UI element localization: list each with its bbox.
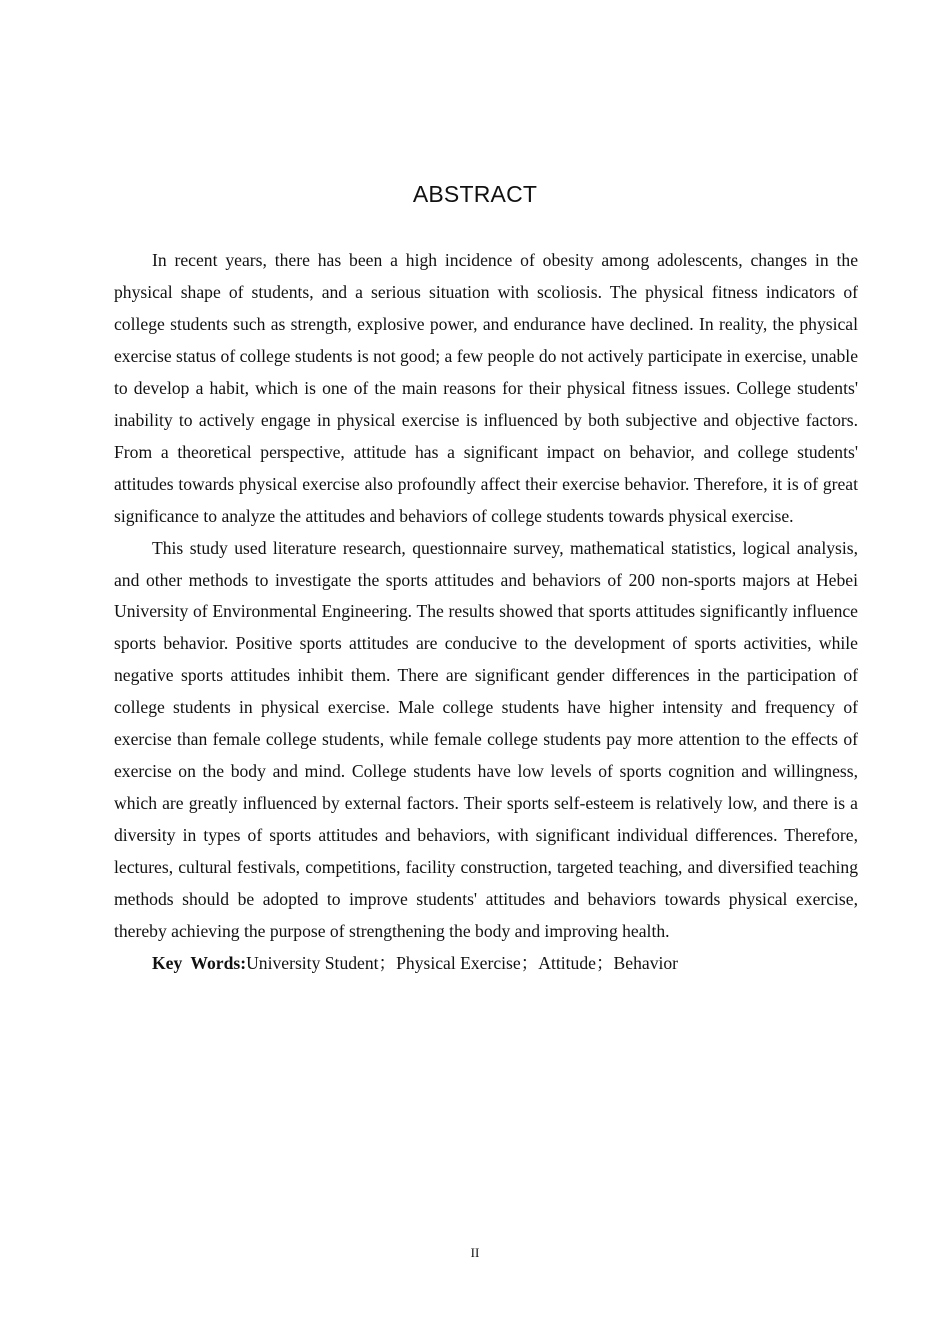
- abstract-body: [114, 245, 858, 980]
- abstract-paragraph-2: This study used literature research, questionnaire survey, mathematical statistics, logical analysis, and other methods to investigate the sports attitudes and behaviors of 200 non-sports majors at Hebei University of Environmental Engineering. The results showed that sports attitudes significantly influence sports behavior. Positive sports attitudes are conducive to the development of sports activities, while negative sports attitudes inhibit them. There are significant gender differences in the participation of college students in physical exercise. Male college students have higher intensity and frequency of exercise than female college students, while female college students pay more attention to the effects of exercise on the body and mind. College students have low levels of sports cognition and willingness, which are greatly influenced by external factors. Their sports self-esteem is relatively low, and there is a diversity in types of sports attitudes and behaviors, with significant individual differences. Therefore, lectures, cultural festivals, competitions, facility construction, targeted teaching, and diversified teaching methods should be adopted to improve students' attitudes and behaviors towards physical exercise, thereby achieving the purpose of strengthening the body and improving health.: [114, 537, 858, 942]
- page-number: II: [470, 1245, 480, 1260]
- abstract-title: ABSTRACT: [412, 181, 538, 207]
- abstract-paragraph-1: In recent years, there has been a high incidence of obesity among adolescents, changes in the physical shape of students, and a serious situation with scoliosis. The physical fitness indicators of college students such as strength, explosive power, and endurance have declined. In reality, the physical exercise status of college students is not good; a few people do not actively participate in exercise, unable to develop a habit, which is one of the main reasons for their physical fitness issues. College students' inability to actively engage in physical exercise is influenced by both subjective and objective factors. From a theoretical perspective, attitude has a significant impact on behavior, and college students' attitudes towards physical exercise also profoundly affect their exercise behavior. Therefore, it is of great significance to analyze the attitudes and behaviors of college students towards physical exercise.: [114, 250, 858, 526]
- keywords-line: [114, 948, 858, 980]
- keywords-label: Key Words:: [152, 952, 247, 973]
- keywords-value: University Student；Physical Exercise；Attitude；Behavior: [246, 952, 679, 973]
